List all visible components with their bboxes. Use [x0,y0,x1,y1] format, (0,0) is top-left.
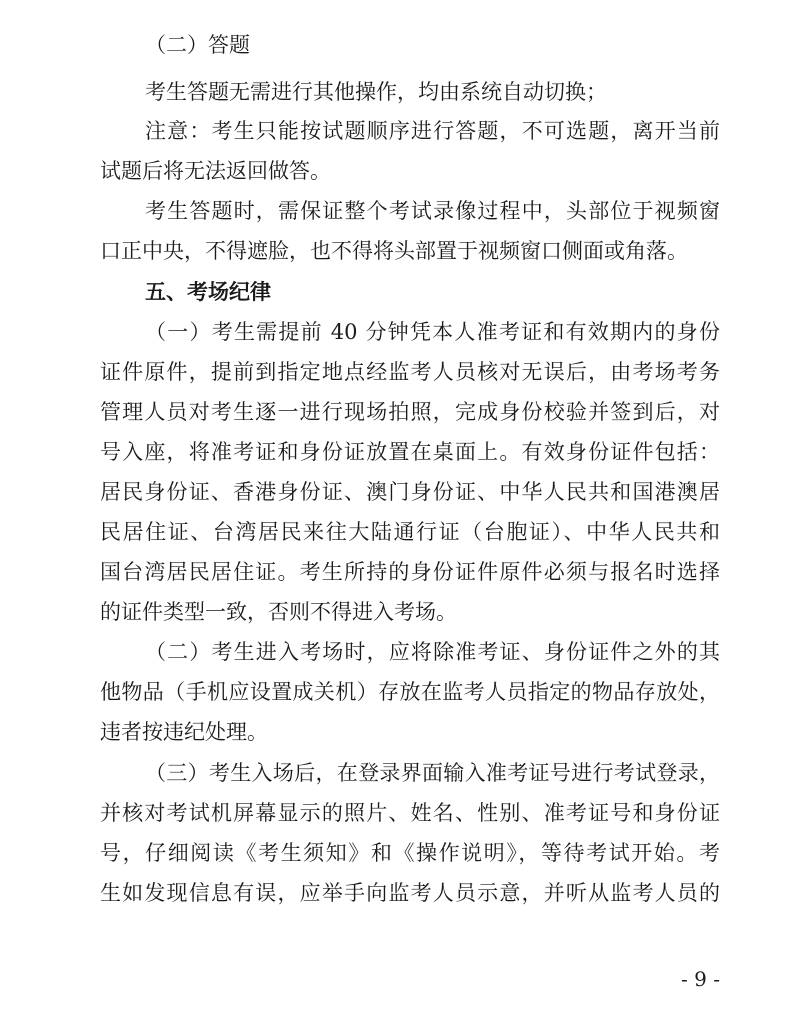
subsection-heading-answer: （二）答题 [145,33,250,57]
discipline-item-3-line-4: 生如发现信息有误，应举手向监考人员示意，并听从监考人员的 [100,881,720,905]
discipline-item-2-line-3: 违者按违纪处理。 [100,720,268,744]
discipline-item-1-line-8: 的证件类型一致，否则不得进入考场。 [100,600,457,624]
discipline-item-3-line-1: （三）考生入场后，在登录界面输入准考证号进行考试登录， [145,761,720,785]
discipline-item-1-line-2: 证件原件，提前到指定地点经监考人员核对无误后，由考场考务 [100,360,720,384]
answer-paragraph-2-line-1: 注意：考生只能按试题顺序进行答题，不可选题，离开当前 [145,119,720,143]
discipline-item-1-line-7: 国台湾居民居住证。考生所持的身份证件原件必须与报名时选择 [100,560,720,584]
discipline-item-1-line-5: 居民身份证、香港身份证、澳门身份证、中华人民共和国港澳居 [100,480,720,504]
section-heading-discipline: 五、考场纪律 [145,280,271,304]
discipline-item-3-line-3: 号，仔细阅读《考生须知》和《操作说明》，等待考试开始。考 [100,841,720,865]
answer-paragraph-3-line-1: 考生答题时，需保证整个考试录像过程中，头部位于视频窗 [145,199,720,223]
page-number: - 9 - [681,967,720,991]
discipline-item-1-line-4: 号入座，将准考证和身份证放置在桌面上。有效身份证件包括： [100,440,720,464]
discipline-item-2-line-2: 他物品（手机应设置成关机）存放在监考人员指定的物品存放处， [100,680,720,704]
discipline-item-3-line-2: 并核对考试机屏幕显示的照片、姓名、性别、准考证号和身份证 [100,801,720,825]
answer-paragraph-2-line-2: 试题后将无法返回做答。 [100,159,331,183]
discipline-item-1-line-3: 管理人员对考生逐一进行现场拍照，完成身份校验并签到后，对 [100,400,720,424]
discipline-item-2-line-1: （二）考生进入考场时，应将除准考证、身份证件之外的其 [145,640,720,664]
answer-paragraph-3-line-2: 口正中央，不得遮脸，也不得将头部置于视频窗口侧面或角落。 [100,239,688,263]
discipline-item-1-line-1: （一）考生需提前 40 分钟凭本人准考证和有效期内的身份 [145,320,720,344]
discipline-item-1-line-6: 民居住证、台湾居民来往大陆通行证（台胞证）、中华人民共和 [100,520,720,544]
answer-paragraph-1: 考生答题无需进行其他操作，均由系统自动切换； [145,80,607,104]
